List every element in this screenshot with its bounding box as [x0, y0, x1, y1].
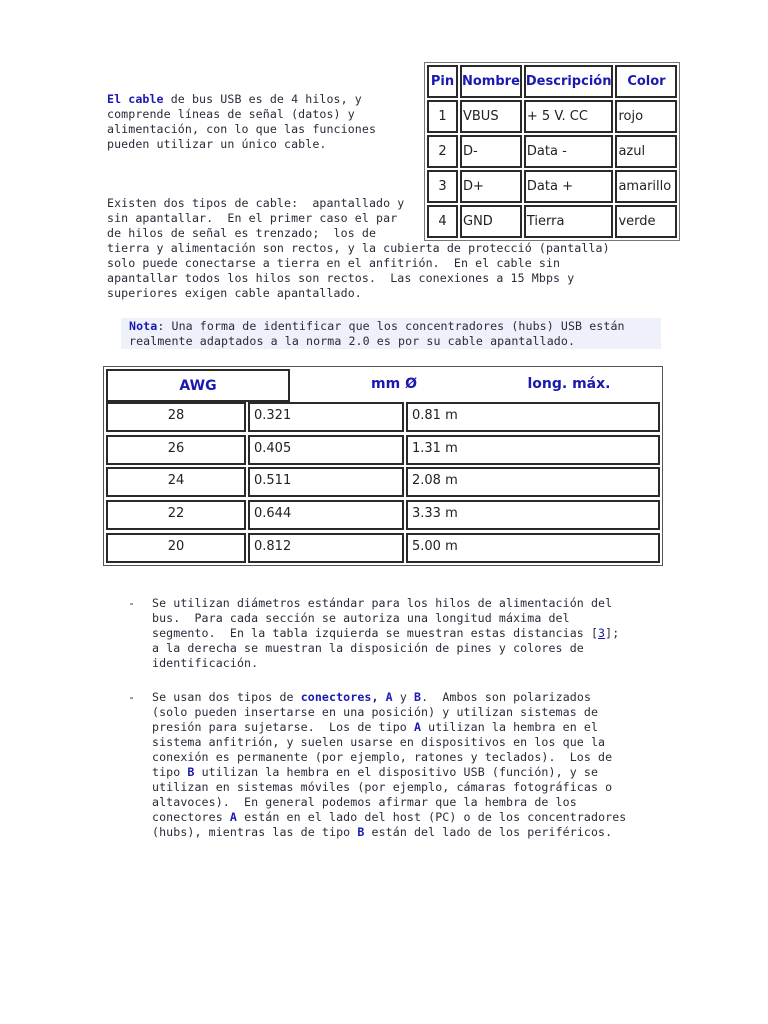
pin-header: Pin: [427, 65, 458, 98]
descripcion-cell: + 5 V. CC: [524, 100, 614, 133]
type-b-emphasis: B: [187, 765, 195, 779]
max-length-cell: 5.00 m: [406, 533, 660, 563]
table-row: [427, 135, 677, 168]
bullet-dash: -: [128, 596, 136, 610]
table-row: [106, 533, 660, 563]
bullet-text-run: (hubs), mientras las de tipo: [152, 825, 358, 839]
awg-header: AWG: [106, 369, 290, 402]
color-cell: amarillo: [615, 170, 677, 203]
descripcion-header: Descripción: [524, 65, 614, 98]
cable-types-line: de hilos de señal es trenzado; los de: [107, 226, 377, 240]
note-line-1: : Una forma de identificar que los concentradores (hubs) USB están: [157, 319, 625, 333]
nombre-cell: D-: [460, 135, 522, 168]
bullet-line: (solo pueden insertarse en una posición) y utilizan sistemas de: [152, 705, 599, 719]
cable-types-line: superiores exigen cable apantallado.: [107, 286, 362, 300]
intro-line-4: pueden utilizar un único cable.: [107, 137, 327, 151]
type-a-emphasis: A: [229, 810, 237, 824]
max-length-cell: 1.31 m: [406, 435, 660, 465]
bullet-line: identificación.: [152, 656, 259, 670]
bullet-line: utilizan en sistemas móviles (por ejemplo, cámaras fotográficas o: [152, 780, 613, 794]
descripcion-cell: Data +: [524, 170, 614, 203]
bullet-text-run: están del lado de los periféricos.: [364, 825, 613, 839]
pin-cell: 3: [427, 170, 458, 203]
diameter-header: mm Ø: [371, 376, 417, 392]
pin-cell: 4: [427, 205, 458, 238]
bullet-dash: -: [128, 690, 136, 704]
pin-table-header-row: [427, 65, 677, 98]
diameter-cell: 0.812: [248, 533, 404, 563]
nombre-header: Nombre: [460, 65, 522, 98]
diameter-cell: 0.321: [248, 402, 404, 432]
table-row: [106, 435, 660, 465]
color-cell: azul: [615, 135, 677, 168]
descripcion-cell: Tierra: [524, 205, 614, 238]
cable-types-line: apantallar todos los hilos son rectos. Las conexiones a 15 Mbps y: [107, 271, 575, 285]
cable-types-line: sin apantallar. En el primer caso el par: [107, 211, 398, 225]
table-row: [427, 100, 677, 133]
bullet-line-end: ];: [605, 626, 620, 640]
bullet-text-run: Se usan dos tipos de: [152, 690, 301, 704]
color-header: Color: [615, 65, 677, 98]
cable-emphasis: El cable: [107, 92, 164, 106]
bullet-line: Se utilizan diámetros estándar para los hilos de alimentación del: [152, 596, 613, 610]
bullet-text-run: tipo: [152, 765, 188, 779]
list-item: [128, 690, 648, 842]
bullet-text-run: utilizan la hembra en el dispositivo USB (función), y se: [194, 765, 599, 779]
intro-line-1: de bus USB es de 4 hilos, y: [163, 92, 362, 106]
pin-cell: 1: [427, 100, 458, 133]
bullet-text-run: [379, 690, 386, 704]
note-line-2: realmente adaptados a la norma 2.0 es por su cable apantallado.: [129, 334, 576, 348]
bullet-line: a la derecha se muestran la disposición de pines y colores de: [152, 641, 584, 655]
nombre-cell: D+: [460, 170, 522, 203]
type-a-emphasis: A: [385, 690, 393, 704]
note-label: Nota: [129, 319, 158, 333]
max-length-cell: 2.08 m: [406, 467, 660, 497]
cable-types-line: tierra y alimentación son rectos, y la cubierta de protecció (pantalla): [107, 241, 610, 255]
awg-cell: 20: [106, 533, 246, 563]
type-b-emphasis: B: [414, 690, 422, 704]
bullet-line: altavoces). En general podemos afirmar que la hembra de los: [152, 795, 577, 809]
note-box: [121, 318, 661, 349]
reference-link[interactable]: 3: [598, 626, 606, 640]
max-length-cell: 0.81 m: [406, 402, 660, 432]
bullet-line: segmento. En la tabla izquierda se muestran estas distancias [: [152, 626, 599, 640]
bullet-text-run: conectores: [152, 810, 230, 824]
awg-cell: 28: [106, 402, 246, 432]
table-row: [106, 467, 660, 497]
diameter-cell: 0.405: [248, 435, 404, 465]
bullet-text-run: y: [392, 690, 415, 704]
cable-types-line: solo puede conectarse a tierra en el anfitrión. En el cable sin: [107, 256, 561, 270]
bullet-line: bus. Para cada sección se autoriza una longitud máxima del: [152, 611, 570, 625]
diameter-cell: 0.644: [248, 500, 404, 530]
bullet-text: [152, 690, 652, 840]
bullet-text-run: están en el lado del host (PC) o de los concentradores: [236, 810, 627, 824]
diameter-cell: 0.511: [248, 467, 404, 497]
pin-cell: 2: [427, 135, 458, 168]
color-cell: rojo: [615, 100, 677, 133]
awg-cell: 24: [106, 467, 246, 497]
table-row: [106, 500, 660, 530]
bullet-line: conexión es permanente (por ejemplo, ratones y teclados). Los de: [152, 750, 613, 764]
color-cell: verde: [615, 205, 677, 238]
intro-line-2: comprende líneas de señal (datos) y: [107, 107, 355, 121]
type-b-emphasis: B: [357, 825, 365, 839]
bullet-text-run: presión para sujetarse. Los de tipo: [152, 720, 414, 734]
awg-table: [103, 366, 663, 566]
type-a-emphasis: A: [413, 720, 422, 734]
bullet-text-run: . Ambos son polarizados: [421, 690, 592, 704]
bullet-line: sistema anfitrión, y suelen usarse en dispositivos en los que la: [152, 735, 606, 749]
intro-paragraph: [107, 92, 407, 152]
bullet-text-run: utilizan la hembra en el: [421, 720, 599, 734]
awg-cell: 26: [106, 435, 246, 465]
nombre-cell: VBUS: [460, 100, 522, 133]
conectores-emphasis: conectores,: [300, 690, 379, 704]
nombre-cell: GND: [460, 205, 522, 238]
list-item: [128, 596, 648, 672]
max-length-header: long. máx.: [527, 376, 611, 392]
bullet-text: [152, 596, 652, 671]
table-row: [106, 402, 660, 432]
intro-line-3: alimentación, con lo que las funciones: [107, 122, 377, 136]
max-length-cell: 3.33 m: [406, 500, 660, 530]
descripcion-cell: Data -: [524, 135, 614, 168]
cable-types-line: Existen dos tipos de cable: apantallado y: [107, 196, 405, 210]
cable-types-paragraph: [107, 196, 647, 301]
awg-cell: 22: [106, 500, 246, 530]
